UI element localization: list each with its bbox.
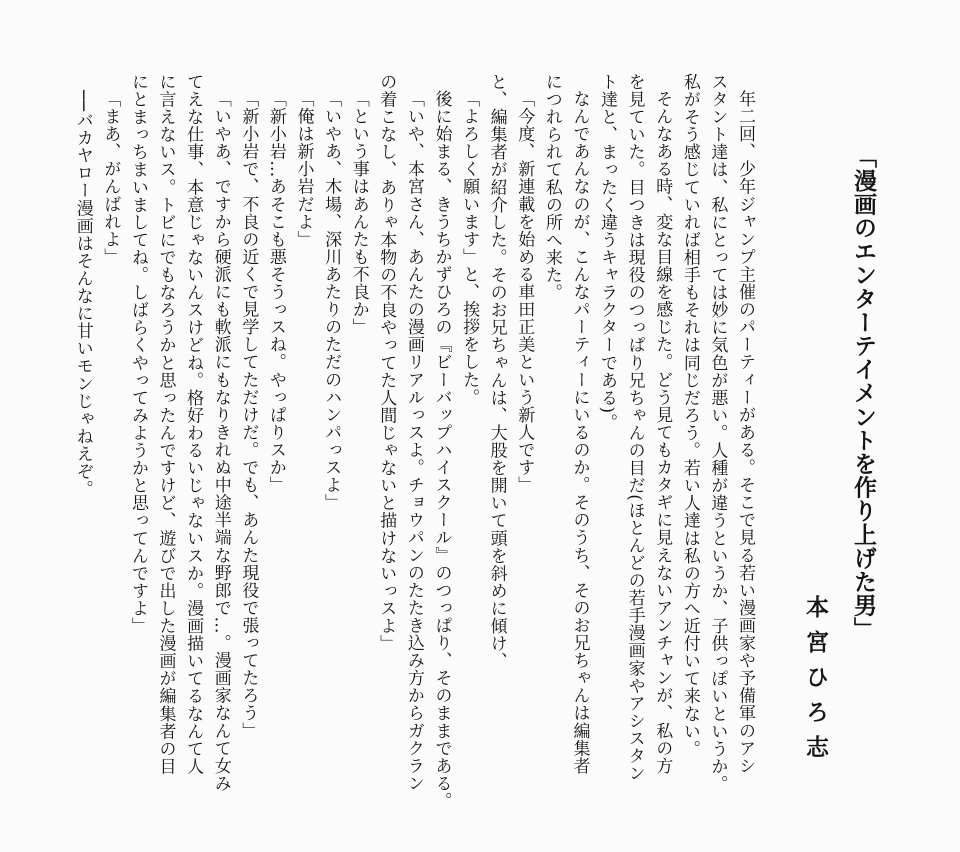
body-line: 後に始まる、きうちかずひろの『ビーバップハイスクール』のつっぱり、そのままである。 — [431, 90, 452, 810]
body-line: ト達と、まったく違うキャラクターである)。 — [597, 73, 618, 432]
body-line: そんなある時、変な目線を感じた。どう見てもカタギに見えないアンチャンが、私の方 — [652, 90, 673, 775]
body-line: と、編集者が紹介した。そのお兄ちゃんは、大股を開いて頭を斜めに傾け、 — [486, 73, 507, 670]
body-line: にとまっちまいましてね。しばらくやってみようかと思ってんですよ」 — [127, 73, 148, 635]
body-line: 年二回、少年ジャンプ主催のパーティーがある。そこで見る若い漫画家や予備軍のアシ — [735, 90, 755, 775]
body-line: なんであんなのが、こんなパーティーにいるのか。そのうち、そのお兄ちゃんは編集者 — [569, 90, 590, 775]
body-line: てえな仕事、本意じゃないんスけどね。格好わるいじゃないスか。漫画描いてるなんて人 — [183, 73, 204, 775]
body-line: ──バカヤロー漫画はそんなに甘いモンじゃねえぞ。 — [72, 90, 93, 498]
body-line: 「まあ、がんばれよ」 — [100, 90, 121, 266]
body-line: 「新小岩…あそこも悪そうっスね。やっぱりスか」 — [265, 90, 286, 494]
article-title: 「漫画のエンターテイメントを作り上げた男」 — [850, 145, 877, 641]
body-line: に言えないス。トビにでもなろうかと思ったんですけど、遊びで出した漫画が編集者の目 — [155, 73, 176, 775]
body-line: 「今度、新連載を始める車田正美という新人です」 — [514, 90, 535, 494]
body-line: 「いやあ、木場、深川あたりのただのハンパっスよ」 — [321, 90, 342, 512]
author-name: 本宮ひろ志 — [802, 595, 829, 770]
body-line: 「という事はあんたも不良か」 — [348, 90, 369, 336]
body-line: を見ていた。目つきは現役のつっぱり兄ちゃんの目だ(ほとんどの若手漫画家やアシスタン — [624, 73, 645, 783]
article-body — [40, 73, 758, 810]
body-line: 「よろしく願います」と、挨拶をした。 — [459, 90, 480, 406]
body-line: 私がそう感じていれば相手もそれは同じだろう。若い人達は私の方へ近付いて来ない。 — [679, 73, 700, 758]
body-line: の着こなし、ありゃ本物の不良やってた人間じゃないと描けないっスよ」 — [376, 73, 397, 653]
body-line: スタント達は、私にとっては妙に気色が悪い。人種が違うというか、子供っぽいというか。 — [707, 73, 728, 793]
body-line: 「俺は新小岩だよ」 — [293, 90, 314, 248]
body-line: 「新小岩で、不良の近くで見学してただけだ。でも、あんた現役で張ってたろう」 — [238, 90, 259, 740]
body-line: につれられて私の所へ来た。 — [541, 73, 562, 302]
body-line: 「いやあ、ですから硬派にも軟派にもなりきれぬ中途半端な野郎で…。漫画家なんて女み — [210, 90, 231, 792]
body-line: 「いや、本宮さん、あんたの漫画リアルっスよ。チョウパンのたたき込み方からガクラン — [403, 90, 424, 792]
